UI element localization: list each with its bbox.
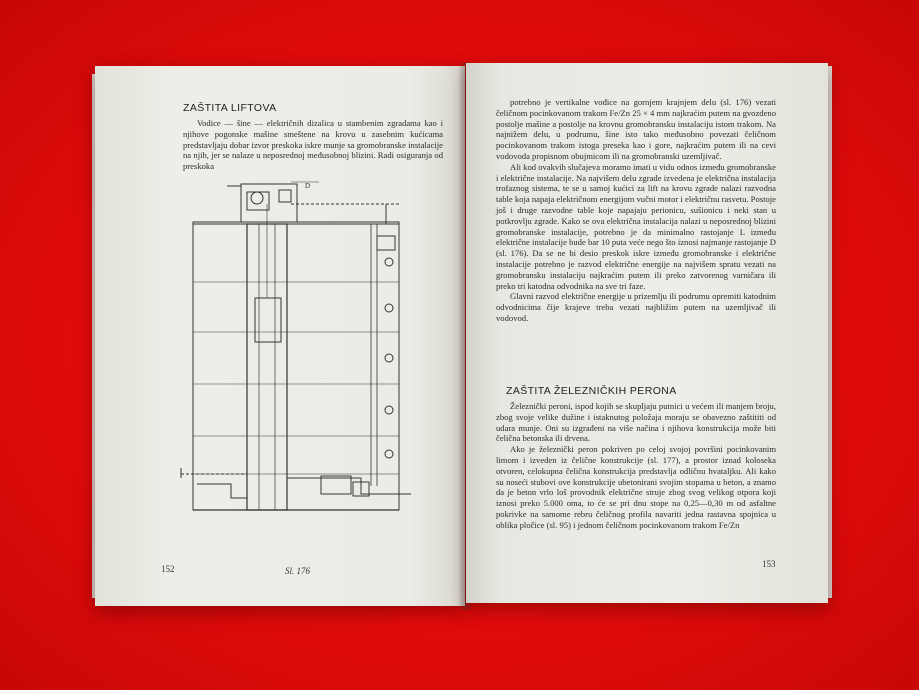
right-page-number: 153 xyxy=(762,559,776,569)
right-paragraph-4: Železnički peroni, ispod kojih se skupljaju putnici u većem ili manjem broju, zbog svoje velike dužine i istaknutog položaja moraju se obavezno zaštititi od udara munje. Oni su izgrađeni na više načina i njihova konstrukcija može biti čelična betonska ili drvena. xyxy=(496,401,776,444)
left-paragraph-text: Vodice — šine — električnih dizalica u stambenim zgradama kao i njihove pogonske mašine smeštene na krovu u zasebnim kućicama predstavljaju dobar izvor preskoka iskre munje sa gromobranske instalacije na njih, jer se nalaze u neposrednoj međusobnoj blizini. Radi osiguranja od preskoka xyxy=(183,118,443,172)
right-page xyxy=(466,63,828,603)
right-paragraph-5: Ako je železnički peron pokriven po celoj svojoj površini pocinkovanim limom i izveden iz čelične konstrukcije (sl. 177), a prostor iznad koloseka otvoren, celokupna čelična konstrukcija predstavlja odličnu hvataljku. Ali kako su noseći stubovi ove konstrukcije ubetonirani svojim stopama u beton, a znamo da je beton vrlo loš provodnik električne struje zbog svog velikog otpora koji iznosi preko 5.000 oma, to će se pri dnu stope na 0,25—0,30 m od asfaltne pokrivke na samome rebru čeličnog profila navariti jedna rastavna spojnica u oblika pločice (sl. 95) i jednom čeličnom pocinkovanom trakom Fe/Zn xyxy=(496,444,776,530)
left-page xyxy=(95,66,465,606)
lift-diagram xyxy=(171,178,439,564)
right-heading: ZAŠTITA ŽELEZNIČKIH PERONA xyxy=(506,385,677,397)
figure-caption: Sl. 176 xyxy=(285,566,311,576)
right-paragraph-1: potrebno je vertikalne vođice na gornjem krajnjem delu (sl. 176) vezati čeličnom pocinkovanom trakom Fe/Zn 25 × 4 mm najkraćim putem na gvozdeno postolje mašine a postolje na krovnu gromobransku instalaciju istom trakom. Na najnižem delu, u podrumu, šine isto tako međusobno povezati čeličnom pocinkovanom trakom istoga preseka kao i gore, najkraćim putem ili na cevi vodovoda propisnom obujmicom ili na gromobranski uzemljivač. xyxy=(496,97,776,161)
right-paragraph-3: Glavni razvod električne energije u prizemlju ili podrumu opremiti katodnim odvodnicima čije krajeve treba vezati najbližim putem na uzemljivač ili vodovod. xyxy=(496,291,776,323)
right-paragraphs xyxy=(496,97,776,324)
left-paragraph xyxy=(183,118,443,172)
right-paragraphs-2 xyxy=(496,401,776,531)
left-page-number: 152 xyxy=(161,564,175,574)
dimension-label: D xyxy=(305,182,311,190)
left-heading: ZAŠTITA LIFTOVA xyxy=(183,102,277,114)
right-paragraph-2: Ali kod ovakvih slučajeva moramo imati u vidu odnos između gromobranske i električne instalacije. Na najvišem delu zgrade izvedena je električna instalacija trofaznog sistema, te se u samoj kućici za lift na krovu zgrade nalazi razvodna table koja napaja električnom energijom vučni motor i električnu rasvetu. Postoje još i druge razvodne table koje napajaju perionicu, sušionicu i neki stan u potkrovlju zgrade. Kako se ova električna instalacija nalazi u neposrednoj blizini gromobranske instalacije, potrebno je da minimalno rastojanje L između električne instalacije bude bar 10 puta veće nego što iznosi najmanje rastojanje D (sl. 176). Da se ne bi desio preskok iskre između gromobranske i električne instalacije potrebno je razvod električne energije na najvišem spratu vezati na gromobransku instalaciju najkraćim putem ili preko zatvorenog varničara ili preko tri katodna odvodnika na sve tri faze. xyxy=(496,161,776,291)
